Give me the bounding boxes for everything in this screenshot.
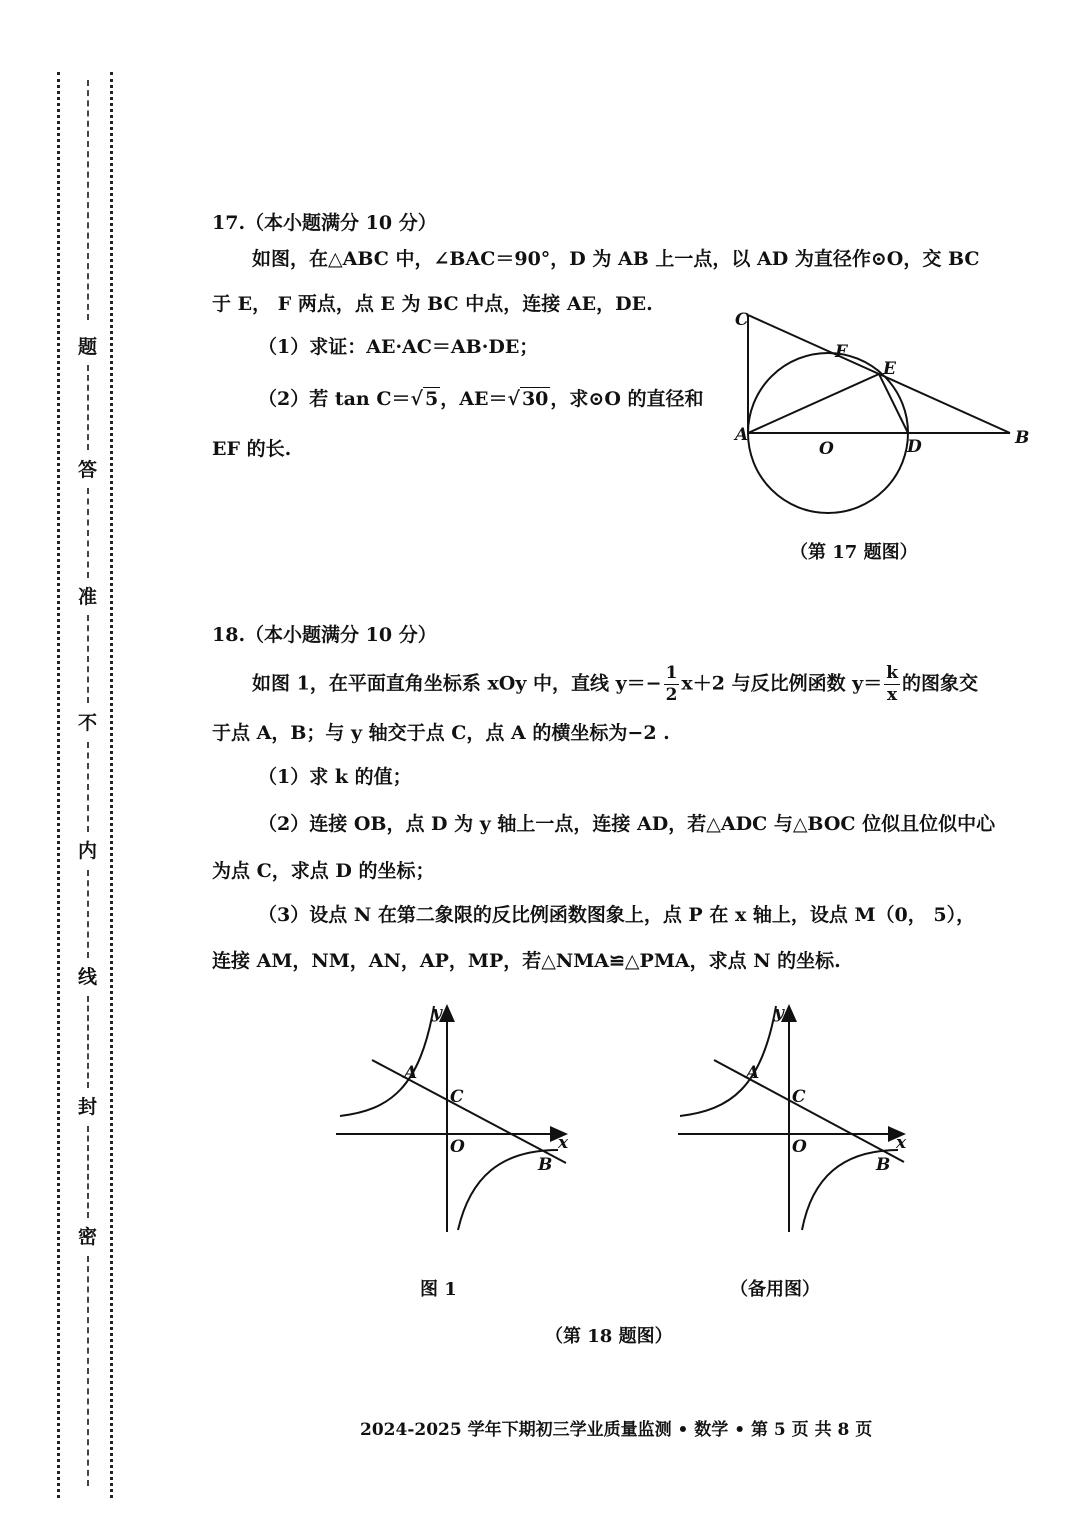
q18-part3-line2: 连接 AM，NM，AN，AP，MP，若△NMA≌△PMA，求点 N 的坐标.	[212, 950, 841, 972]
q18-fig2-caption: （备用图）	[730, 1279, 820, 1300]
seal-dash	[87, 996, 89, 1088]
q18-intro-post: 的图象交	[902, 672, 979, 695]
label-o: O	[792, 1137, 807, 1157]
q18-part2-line2: 为点 C，求点 D 的坐标；	[212, 860, 435, 882]
q17-label-d: D	[907, 437, 922, 457]
seal-dash	[87, 488, 89, 578]
q18-figure-caption: （第 18 题图）	[545, 1326, 673, 1347]
q17-intro-line1: 如图，在△ABC 中，∠BAC＝90°，D 为 AB 上一点，以 AD 为直径作⊙O，交 BC	[252, 248, 980, 270]
q17-label-b: B	[1015, 428, 1030, 448]
q17-label-a: A	[735, 425, 749, 445]
q18-part3-line1: （3）设点 N 在第二象限的反比例函数图象上，点 P 在 x 轴上，设点 M（0， 5），	[258, 904, 976, 926]
q17-part2-pre: （2）若 tan C＝	[258, 388, 411, 410]
binding-dotted-line-right	[110, 72, 113, 1498]
label-y: y	[774, 1003, 784, 1023]
q17-figure-caption: （第 17 题图）	[790, 542, 918, 563]
q17-root2: 30	[521, 388, 549, 410]
q18-frac-half	[664, 665, 680, 704]
sqrt-sign: √	[507, 388, 520, 410]
seal-dash	[87, 742, 89, 832]
seal-char-zhun: 准	[78, 586, 98, 608]
q17-part1: （1）求证：AE·AC＝AB·DE；	[258, 336, 539, 358]
q18-graph-backup	[672, 1000, 922, 1240]
label-c: C	[792, 1087, 806, 1107]
seal-char-da: 答	[78, 459, 98, 481]
label-a: A	[404, 1063, 418, 1083]
q17-root1: 5	[424, 388, 439, 410]
q18-intro-line2: 于点 A，B；与 y 轴交于点 C，点 A 的横坐标为−2 .	[212, 722, 670, 744]
q17-label-c: C	[735, 310, 749, 330]
seal-char-bu: 不	[78, 712, 98, 734]
label-b: B	[876, 1155, 891, 1175]
seal-dash	[87, 615, 89, 703]
q18-fig1-caption: 图 1	[420, 1279, 457, 1300]
q17-segment-de	[879, 374, 908, 433]
q18-part1: （1）求 k 的值；	[258, 766, 412, 788]
hyperbola-branch-q2	[340, 1006, 434, 1116]
label-c: C	[450, 1087, 464, 1107]
seal-char-mi: 密	[78, 1226, 98, 1248]
q17-label-o: O	[819, 439, 834, 459]
label-x: x	[558, 1133, 569, 1153]
frac-denominator: 2	[665, 685, 678, 705]
label-a: A	[746, 1063, 760, 1083]
seal-dash	[87, 870, 89, 958]
seal-char-ti: 题	[78, 336, 98, 358]
seal-dash	[87, 1256, 89, 1486]
q17-figure	[725, 300, 1045, 530]
q18-part2-line1: （2）连接 OB，点 D 为 y 轴上一点，连接 AD，若△ADC 与△BOC 位似且位似中心	[258, 813, 996, 835]
label-x: x	[896, 1133, 907, 1153]
line-ab	[714, 1060, 904, 1162]
q17-intro-line2: 于 E， F 两点，点 E 为 BC 中点，连接 AE，DE.	[212, 293, 653, 315]
seal-dash	[87, 1126, 89, 1218]
q17-part2-post: ，求⊙O 的直径和	[550, 388, 704, 410]
page-footer: 2024-2025 学年下期初三学业质量监测 • 数学 • 第 5 页 共 8 页	[360, 1420, 873, 1440]
seal-dash	[87, 80, 89, 320]
q18-intro-pre: 如图 1，在平面直角坐标系 xOy 中，直线 y＝−	[252, 672, 662, 695]
q18-graph-fig1	[330, 1000, 580, 1240]
frac-numerator: k	[886, 663, 899, 683]
seal-dash	[87, 365, 89, 450]
q17-part2	[258, 390, 704, 409]
label-y: y	[432, 1003, 442, 1023]
seal-char-nei: 内	[78, 840, 98, 862]
q17-part2-mid: ，AE＝	[440, 388, 508, 410]
q18-frac-kx	[884, 665, 900, 704]
binding-dotted-line-left	[57, 72, 60, 1498]
q18-intro-mid: x＋2 与反比例函数 y＝	[681, 672, 883, 695]
q17-header: 17.（本小题满分 10 分）	[212, 212, 437, 234]
q17-label-e: E	[883, 359, 896, 379]
q17-segment-ae	[748, 374, 879, 433]
hyperbola-branch-q2	[680, 1006, 776, 1116]
label-o: O	[450, 1137, 465, 1157]
line-ab	[372, 1060, 566, 1163]
q18-intro-line1	[252, 665, 978, 704]
sqrt-sign: √	[410, 388, 423, 410]
q17-label-f: F	[835, 342, 848, 362]
label-b: B	[538, 1155, 553, 1175]
frac-numerator: 1	[665, 663, 678, 683]
q18-header: 18.（本小题满分 10 分）	[212, 624, 437, 646]
frac-denominator: x	[887, 685, 898, 705]
q17-part2-line2: EF 的长.	[212, 438, 292, 460]
seal-char-feng: 封	[78, 1096, 98, 1118]
seal-char-xian: 线	[78, 966, 98, 988]
